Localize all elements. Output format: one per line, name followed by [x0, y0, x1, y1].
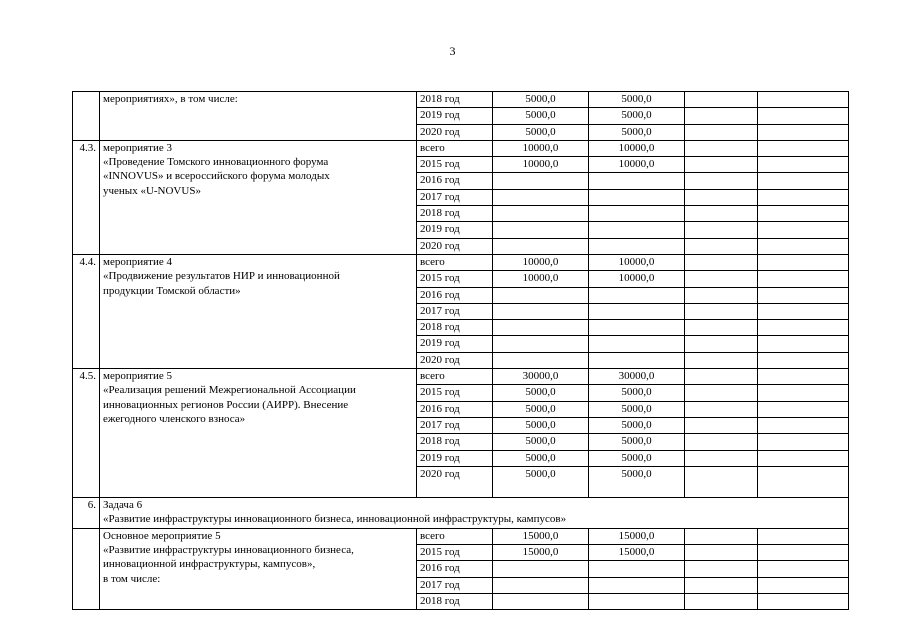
empty-cell: [758, 173, 849, 189]
empty-cell: [758, 434, 849, 450]
empty-cell: [758, 385, 849, 401]
empty-cell: [758, 140, 849, 156]
empty-cell: [758, 369, 849, 385]
budget-amount-cell: [589, 577, 685, 593]
description-line: в том числе:: [103, 572, 161, 585]
empty-cell: [685, 254, 758, 270]
budget-amount-cell: 10000,0: [589, 271, 685, 287]
empty-cell: [758, 450, 849, 466]
budget-amount-cell: [589, 594, 685, 610]
total-amount-cell: [493, 303, 589, 319]
empty-cell: [685, 434, 758, 450]
activity-description: [100, 140, 417, 254]
empty-cell: [758, 303, 849, 319]
empty-cell: [685, 545, 758, 561]
task-number: 6.: [73, 497, 100, 528]
task-title-line: Задача 6: [103, 498, 143, 511]
budget-amount-cell: [589, 561, 685, 577]
budget-amount-cell: [589, 222, 685, 238]
description-line: «Реализация решений Межрегиональной Ассоциации: [103, 384, 356, 397]
empty-cell: [685, 140, 758, 156]
budget-amount-cell: [589, 173, 685, 189]
empty-cell: [758, 92, 849, 108]
year-cell: 2018 год: [417, 320, 493, 336]
year-cell: 2016 год: [417, 561, 493, 577]
empty-cell: [685, 336, 758, 352]
budget-table-body: [73, 92, 849, 610]
description-line: мероприятие 3: [103, 141, 173, 154]
total-amount-cell: 5000,0: [493, 385, 589, 401]
empty-cell: [685, 450, 758, 466]
total-amount-cell: [493, 206, 589, 222]
budget-amount-cell: 30000,0: [589, 369, 685, 385]
budget-amount-cell: [589, 352, 685, 368]
total-amount-cell: 5000,0: [493, 401, 589, 417]
empty-cell: [685, 189, 758, 205]
row-number: 4.4.: [73, 254, 100, 368]
empty-cell: [685, 561, 758, 577]
year-cell: 2015 год: [417, 385, 493, 401]
year-cell: 2016 год: [417, 287, 493, 303]
total-amount-cell: [493, 336, 589, 352]
year-cell: 2019 год: [417, 108, 493, 124]
empty-cell: [685, 222, 758, 238]
empty-cell: [758, 108, 849, 124]
budget-amount-cell: 10000,0: [589, 140, 685, 156]
budget-amount-cell: [589, 336, 685, 352]
empty-cell: [758, 254, 849, 270]
empty-cell: [758, 320, 849, 336]
description-line: ученых «U-NOVUS»: [103, 184, 201, 197]
empty-cell: [685, 303, 758, 319]
total-amount-cell: 5000,0: [493, 92, 589, 108]
activity-description: [100, 92, 417, 141]
task-title: [100, 497, 849, 528]
year-cell: 2016 год: [417, 401, 493, 417]
page-number: 3: [449, 44, 456, 58]
empty-cell: [758, 594, 849, 610]
empty-cell: [685, 320, 758, 336]
budget-amount-cell: 10000,0: [589, 157, 685, 173]
budget-amount-cell: 5000,0: [589, 108, 685, 124]
empty-cell: [758, 206, 849, 222]
empty-cell: [685, 173, 758, 189]
empty-cell: [758, 336, 849, 352]
description-line: инновационных регионов России (АИРР). Внесение: [103, 398, 349, 411]
total-amount-cell: 10000,0: [493, 271, 589, 287]
total-amount-cell: 5000,0: [493, 417, 589, 433]
budget-amount-cell: 5000,0: [589, 385, 685, 401]
activity-description: [100, 369, 417, 498]
description-line: инновационной инфраструктуры, кампусов»,: [103, 558, 316, 571]
year-cell: 2018 год: [417, 594, 493, 610]
empty-cell: [685, 466, 758, 497]
row-number: 4.3.: [73, 140, 100, 254]
empty-cell: [685, 577, 758, 593]
empty-cell: [758, 222, 849, 238]
activity-description: [100, 254, 417, 368]
total-amount-cell: [493, 173, 589, 189]
budget-amount-cell: [589, 303, 685, 319]
budget-amount-cell: 5000,0: [589, 401, 685, 417]
total-amount-cell: 10000,0: [493, 254, 589, 270]
task-title-line: «Развитие инфраструктуры инновационного бизнеса, инновационной инфраструктуры, кампусов»: [103, 513, 567, 526]
description-line: Основное мероприятие 5: [103, 529, 221, 542]
year-cell: 2015 год: [417, 157, 493, 173]
budget-amount-cell: 10000,0: [589, 254, 685, 270]
budget-amount-cell: [589, 287, 685, 303]
row-number: [73, 528, 100, 609]
empty-cell: [758, 238, 849, 254]
empty-cell: [758, 577, 849, 593]
budget-amount-cell: 5000,0: [589, 417, 685, 433]
budget-table: [72, 91, 849, 610]
total-amount-cell: 5000,0: [493, 450, 589, 466]
year-cell: 2020 год: [417, 124, 493, 140]
total-amount-cell: [493, 238, 589, 254]
budget-amount-cell: [589, 238, 685, 254]
year-cell: 2019 год: [417, 450, 493, 466]
year-cell: 2017 год: [417, 303, 493, 319]
year-cell: 2017 год: [417, 189, 493, 205]
year-cell: всего: [417, 528, 493, 544]
empty-cell: [758, 466, 849, 497]
year-cell: 2020 год: [417, 466, 493, 497]
empty-cell: [685, 594, 758, 610]
year-cell: 2018 год: [417, 434, 493, 450]
table-row: [73, 528, 849, 544]
total-amount-cell: 15000,0: [493, 528, 589, 544]
empty-cell: [685, 108, 758, 124]
total-amount-cell: 5000,0: [493, 124, 589, 140]
description-line: «Продвижение результатов НИР и инновационной: [103, 270, 340, 283]
year-cell: 2017 год: [417, 417, 493, 433]
empty-cell: [758, 528, 849, 544]
year-cell: всего: [417, 254, 493, 270]
year-cell: 2019 год: [417, 222, 493, 238]
budget-amount-cell: 15000,0: [589, 528, 685, 544]
empty-cell: [758, 417, 849, 433]
budget-amount-cell: [589, 206, 685, 222]
total-amount-cell: 10000,0: [493, 140, 589, 156]
empty-cell: [758, 401, 849, 417]
table-row: [73, 92, 849, 108]
empty-cell: [758, 189, 849, 205]
description-line: мероприятие 5: [103, 370, 173, 383]
budget-amount-cell: [589, 320, 685, 336]
empty-cell: [685, 385, 758, 401]
budget-amount-cell: 5000,0: [589, 92, 685, 108]
year-cell: 2017 год: [417, 577, 493, 593]
total-amount-cell: [493, 352, 589, 368]
budget-amount-cell: [589, 189, 685, 205]
year-cell: всего: [417, 140, 493, 156]
total-amount-cell: 5000,0: [493, 434, 589, 450]
year-cell: 2020 год: [417, 352, 493, 368]
task-row: [73, 497, 849, 528]
empty-cell: [685, 287, 758, 303]
row-number: 4.5.: [73, 369, 100, 498]
table-row: [73, 369, 849, 385]
empty-cell: [685, 369, 758, 385]
empty-cell: [685, 206, 758, 222]
year-cell: 2018 год: [417, 92, 493, 108]
description-line: мероприятиях», в том числе:: [103, 93, 238, 105]
total-amount-cell: [493, 320, 589, 336]
budget-amount-cell: 5000,0: [589, 124, 685, 140]
row-number: [73, 92, 100, 141]
year-cell: 2018 год: [417, 206, 493, 222]
activity-description: [100, 528, 417, 609]
empty-cell: [758, 157, 849, 173]
empty-cell: [685, 124, 758, 140]
empty-cell: [685, 352, 758, 368]
total-amount-cell: [493, 577, 589, 593]
total-amount-cell: 10000,0: [493, 157, 589, 173]
budget-amount-cell: 15000,0: [589, 545, 685, 561]
empty-cell: [758, 352, 849, 368]
description-line: «Развитие инфраструктуры инновационного бизнеса,: [103, 544, 354, 557]
year-cell: 2020 год: [417, 238, 493, 254]
empty-cell: [685, 417, 758, 433]
total-amount-cell: [493, 594, 589, 610]
total-amount-cell: [493, 287, 589, 303]
total-amount-cell: 30000,0: [493, 369, 589, 385]
empty-cell: [685, 157, 758, 173]
total-amount-cell: [493, 561, 589, 577]
empty-cell: [758, 287, 849, 303]
empty-cell: [758, 561, 849, 577]
empty-cell: [685, 271, 758, 287]
year-cell: всего: [417, 369, 493, 385]
description-line: «INNOVUS» и всероссийского форума молодых: [103, 170, 330, 183]
empty-cell: [685, 528, 758, 544]
total-amount-cell: 5000,0: [493, 108, 589, 124]
table-row: [73, 254, 849, 270]
budget-amount-cell: 5000,0: [589, 466, 685, 497]
empty-cell: [758, 124, 849, 140]
empty-cell: [685, 238, 758, 254]
year-cell: 2015 год: [417, 271, 493, 287]
empty-cell: [685, 92, 758, 108]
total-amount-cell: [493, 222, 589, 238]
year-cell: 2016 год: [417, 173, 493, 189]
total-amount-cell: 15000,0: [493, 545, 589, 561]
year-cell: 2015 год: [417, 545, 493, 561]
description-line: продукции Томской области»: [103, 284, 241, 297]
budget-amount-cell: 5000,0: [589, 434, 685, 450]
year-cell: 2019 год: [417, 336, 493, 352]
empty-cell: [758, 545, 849, 561]
table-row: [73, 140, 849, 156]
total-amount-cell: [493, 189, 589, 205]
description-line: ежегодного членского взноса»: [103, 412, 246, 425]
empty-cell: [685, 401, 758, 417]
total-amount-cell: 5000,0: [493, 466, 589, 497]
budget-amount-cell: 5000,0: [589, 450, 685, 466]
empty-cell: [758, 271, 849, 287]
description-line: «Проведение Томского инновационного форума: [103, 156, 329, 169]
description-line: мероприятие 4: [103, 255, 173, 268]
